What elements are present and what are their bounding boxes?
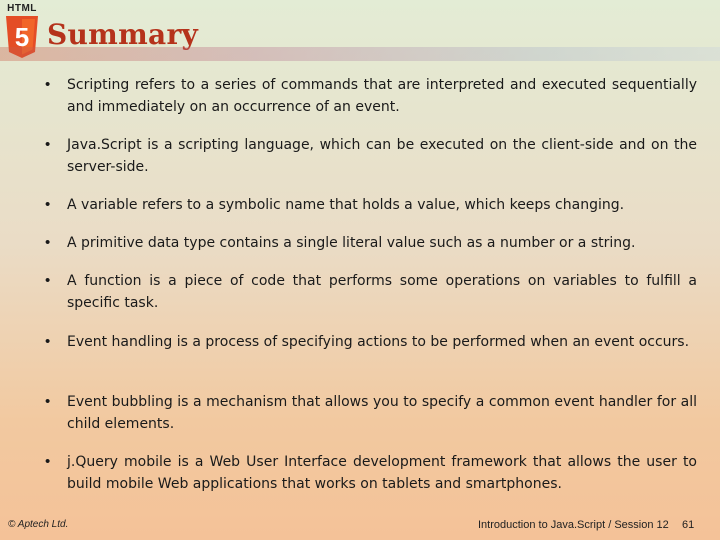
list-item-text: Event bubbling is a mechanism that allows you to specify a common event handler for all child elements.	[67, 394, 697, 432]
title-underline-bar	[0, 47, 720, 61]
list-item-text: A primitive data type contains a single literal value such as a number or a string.	[67, 235, 636, 251]
list-item-text: Event handling is a process of specifying actions to be performed when an event occurs.	[67, 334, 690, 350]
page-number: 61	[682, 519, 695, 531]
bullet-icon: •	[45, 453, 51, 470]
logo-number: 5	[14, 22, 30, 52]
bullet-icon: •	[45, 333, 51, 350]
bullet-icon: •	[45, 196, 51, 213]
list-item-text: A variable refers to a symbolic name that holds a value, which keeps changing.	[67, 197, 625, 213]
footer-course-title: Introduction to Java.Script / Session 12	[478, 519, 669, 531]
bullet-icon: •	[45, 272, 51, 289]
bullet-icon: •	[45, 234, 51, 251]
page-title: Summary	[47, 18, 199, 51]
bullet-icon: •	[45, 136, 51, 153]
bullet-icon: •	[45, 76, 51, 93]
list-item-text: j.Query mobile is a Web User Interface development framework that allows the user to build mobile Web applications that works on tablets and smartphones.	[67, 454, 697, 492]
list-item-text: Scripting refers to a series of commands that are interpreted and executed sequentially and immediately on an occurrence of an event.	[67, 77, 697, 115]
list-item-text: Java.Script is a scripting language, which can be executed on the client-side and on the server-side.	[67, 137, 697, 175]
footer-copyright: © Aptech Ltd.	[8, 519, 69, 530]
bullet-icon: •	[45, 393, 51, 410]
slide-header	[0, 0, 720, 64]
list-item-text: A function is a piece of code that performs some operations on variables to fulfill a specific task.	[67, 273, 697, 311]
logo-text: HTML	[7, 3, 37, 14]
